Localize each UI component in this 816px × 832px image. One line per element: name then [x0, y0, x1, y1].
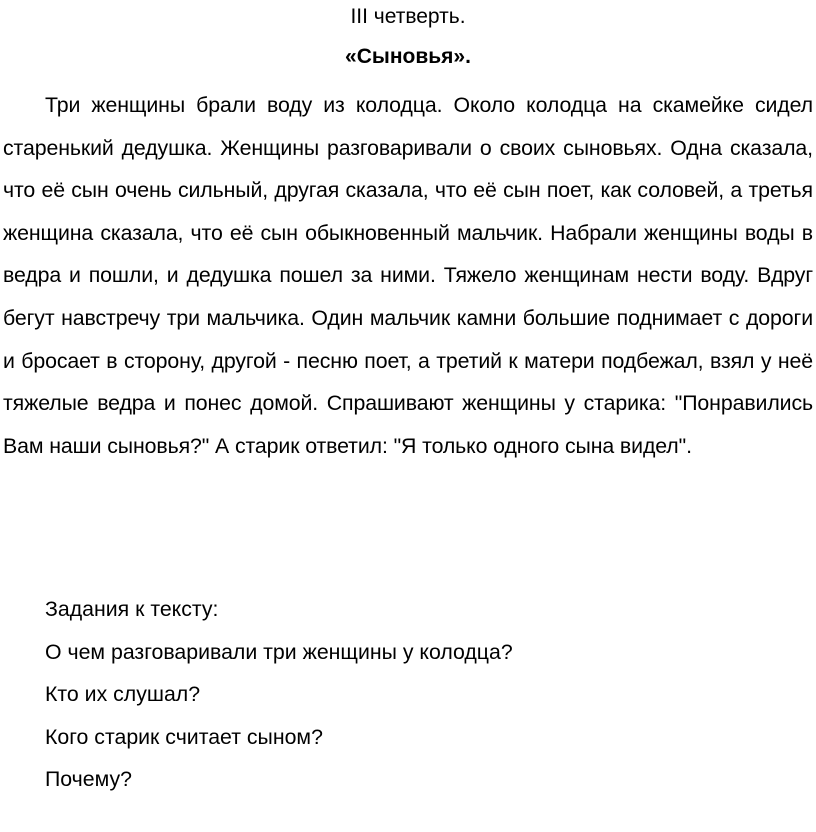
task-question: Почему? — [45, 767, 132, 792]
task-question: Кто их слушал? — [45, 682, 201, 707]
task-question: О чем разговаривали три женщины у колодца? — [45, 639, 513, 664]
task-question: Кого старик считает сыном? — [45, 724, 323, 749]
tasks-heading: Задания к тексту: — [45, 597, 219, 621]
quarter-heading: III четверть. — [350, 5, 466, 28]
story-title: «Сыновья». — [345, 45, 471, 68]
story-text: Три женщины брали воду из колодца. Около колодца на скамейке сидел старенький дедушка. Женщины разговаривали о своих сыновьях. Одна сказала, что её сын очень сильный, другая сказала, что её сын поет, как соловей, а третья женщина сказала, что её сын обыкновенный мальчик. Набрали женщины воды в ведра и пошли, и дедушка пошел за ними. Тяжело женщинам нести воду. Вдруг бегут навстречу три мальчика. Один мальчик камни большие поднимает с дороги и бросает в сторону, другой - песню поет, а третий к матери подбежал, взял у неё тяжелые ведра и понес домой. Спрашивают женщины у старика: "Понравились Вам наши сыновья?" А старик ответил: "Я только одного сына видел". — [3, 93, 813, 458]
tasks-section — [45, 588, 805, 801]
